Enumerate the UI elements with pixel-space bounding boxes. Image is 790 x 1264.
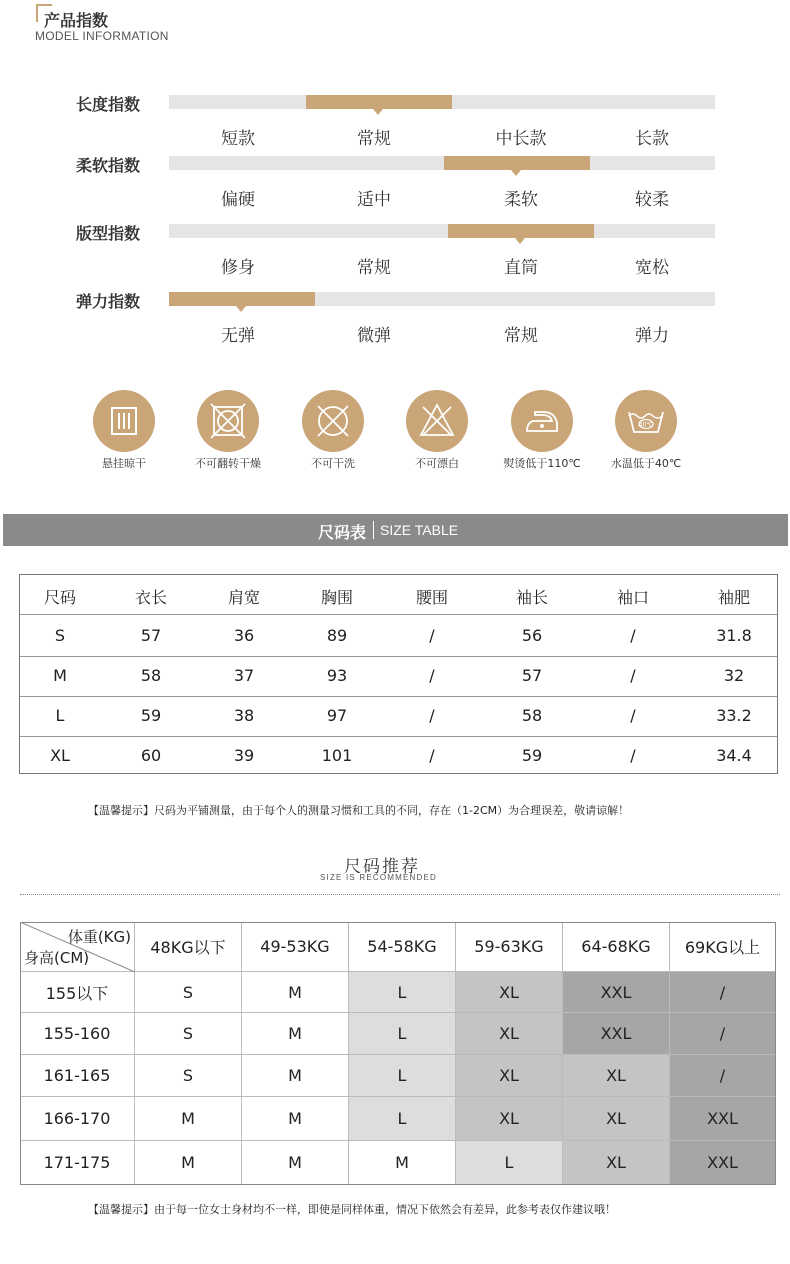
index-label: 版型指数 [76,224,141,243]
table-cell: 34.4 [716,746,752,765]
recommended-size-cell: M [242,1141,349,1185]
height-header-cell: 166-170 [20,1097,135,1141]
table-row-divider [20,614,777,615]
table-cell: M [53,666,67,685]
table-cell: / [630,626,636,645]
section-title: 产品指数 [44,11,109,30]
table-header-cell: 肩宽 [227,588,261,607]
index-pointer [515,238,525,244]
recommended-size-cell: M [135,1097,242,1141]
table-cell: L [55,706,65,725]
recommended-size-cell: S [135,1055,242,1097]
recommended-size-cell: L [349,1097,456,1141]
index-option: 弹力 [635,326,669,346]
table-cell: 93 [326,666,348,685]
size-table [19,574,778,774]
recommended-size-cell: M [135,1141,242,1185]
size-table-title: 尺码表 [318,523,367,542]
no-bleach-icon [406,390,468,452]
table-row-divider [20,696,777,697]
table-cell: 58 [521,706,543,725]
table-cell: / [630,746,636,765]
dotted-divider [20,894,780,895]
hang-dry-icon [93,390,155,452]
recommended-size-cell: S [135,1013,242,1055]
index-track [169,292,715,306]
table-cell: 56 [521,626,543,645]
table-cell: / [429,706,435,725]
weight-header-cell: 69KG以上 [670,922,776,972]
recommended-size-cell: M [242,1097,349,1141]
measurement-note: 【温馨提示】尺码为平铺测量，由于每个人的测量习惯和工具的不同，存在（1-2CM）为合理误差，敬请谅解！ [88,804,630,817]
recommended-size-cell: XXL [670,1141,776,1185]
weight-header-cell: 49-53KG [242,922,349,972]
weight-header-cell: 59-63KG [456,922,563,972]
care-label: 熨烫低于110℃ [503,457,581,470]
recommended-size-cell: XL [456,1055,563,1097]
index-option: 短款 [221,129,255,149]
index-track [169,156,715,170]
table-cell: 59 [140,706,162,725]
table-header-cell: 袖口 [616,588,650,607]
height-header-cell: 155-160 [20,1013,135,1055]
index-fill [444,156,590,170]
index-track [169,95,715,109]
index-option: 偏硬 [221,190,255,210]
table-corner-header [20,922,135,972]
recommended-size-cell: L [349,972,456,1013]
table-cell: / [429,746,435,765]
index-option: 修身 [221,258,255,278]
index-option: 直筒 [504,258,538,278]
table-row-divider [20,656,777,657]
care-label: 水温低于40℃ [610,457,682,470]
care-label: 不可漂白 [415,457,459,470]
no-dry-clean-icon [302,390,364,452]
size-recommendation-table [20,922,776,1185]
index-option: 宽松 [635,258,669,278]
recommended-size-cell: M [242,972,349,1013]
index-label: 弹力指数 [76,292,141,311]
table-cell: 37 [233,666,255,685]
index-option: 无弹 [221,326,255,346]
corner-weight-label: 体重(KG) [67,928,131,946]
size-table-title-en: SIZE TABLE [380,522,459,538]
recommended-size-cell: XXL [563,972,670,1013]
table-cell: XL [50,746,70,765]
recommended-size-cell: / [670,972,776,1013]
index-label: 柔软指数 [76,156,141,175]
index-option: 长款 [635,129,669,149]
index-option: 常规 [357,129,391,149]
recommended-size-cell: S [135,972,242,1013]
table-header-cell: 胸围 [320,588,354,607]
table-cell: 97 [326,706,348,725]
recommended-size-cell: XL [456,1013,563,1055]
table-header-cell: 衣长 [134,588,168,607]
table-cell: 36 [233,626,255,645]
table-cell: 57 [140,626,162,645]
weight-header-cell: 54-58KG [349,922,456,972]
index-pointer [373,109,383,115]
recommended-size-cell: XL [563,1141,670,1185]
height-header-cell: 171-175 [20,1141,135,1185]
index-pointer [236,306,246,312]
table-cell: 33.2 [716,706,752,725]
table-cell: 31.8 [716,626,752,645]
table-header-cell: 尺码 [43,588,77,607]
no-tumble-dry-icon [197,390,259,452]
recommended-size-cell: XXL [670,1097,776,1141]
recommendation-title: 尺码推荐 [344,857,420,877]
banner-divider [373,521,374,539]
recommended-size-cell: / [670,1055,776,1097]
height-header-cell: 161-165 [20,1055,135,1097]
weight-header-cell: 64-68KG [563,922,670,972]
table-header-cell: 袖长 [515,588,549,607]
table-header-cell: 腰围 [415,588,449,607]
table-row-divider [20,736,777,737]
index-option: 中长款 [495,129,547,149]
recommended-size-cell: XL [563,1097,670,1141]
table-cell: 58 [140,666,162,685]
table-cell: / [429,626,435,645]
table-cell: / [630,666,636,685]
table-cell: S [54,626,66,645]
index-option: 柔软 [504,190,538,210]
iron-icon [511,390,573,452]
index-option: 较柔 [635,190,669,210]
weight-header-cell: 48KG以下 [135,922,242,972]
index-fill [448,224,594,238]
corner-height-label: 身高(CM) [24,949,90,967]
recommendation-note: 【温馨提示】由于每一位女士身材均不一样，即使是同样体重，情况下依然会有差异，此参考表仅作建议哦！ [88,1203,616,1216]
recommended-size-cell: / [670,1013,776,1055]
care-label: 不可干洗 [311,457,355,470]
wash-40-icon [615,390,677,452]
care-label: 不可翻转干燥 [195,457,261,470]
table-cell: 101 [321,746,353,765]
recommended-size-cell: L [349,1013,456,1055]
table-cell: 39 [233,746,255,765]
table-cell: 57 [521,666,543,685]
index-fill [306,95,452,109]
recommended-size-cell: XXL [563,1013,670,1055]
table-cell: 38 [233,706,255,725]
index-label: 长度指数 [76,95,141,114]
recommended-size-cell: XL [456,1097,563,1141]
table-header-cell: 袖肥 [717,588,751,607]
index-fill [169,292,315,306]
index-option: 常规 [504,326,538,346]
wash-temperature-badge: 40℃ [638,421,654,429]
index-pointer [511,170,521,176]
recommended-size-cell: M [242,1055,349,1097]
recommended-size-cell: L [456,1141,563,1185]
table-cell: / [630,706,636,725]
table-cell: 89 [326,626,348,645]
section-subtitle: MODEL INFORMATION [35,29,169,43]
index-track [169,224,715,238]
recommended-size-cell: XL [456,972,563,1013]
index-option: 微弹 [357,326,391,346]
recommendation-subtitle: SIZE IS RECOMMENDED [320,873,438,882]
table-cell: 60 [140,746,162,765]
care-label: 悬挂晾干 [102,457,146,470]
index-option: 常规 [357,258,391,278]
recommended-size-cell: M [349,1141,456,1185]
recommended-size-cell: M [242,1013,349,1055]
index-option: 适中 [357,190,391,210]
recommended-size-cell: XL [563,1055,670,1097]
table-cell: 59 [521,746,543,765]
table-cell: 32 [723,666,745,685]
table-cell: / [429,666,435,685]
height-header-cell: 155以下 [20,972,135,1013]
recommended-size-cell: L [349,1055,456,1097]
